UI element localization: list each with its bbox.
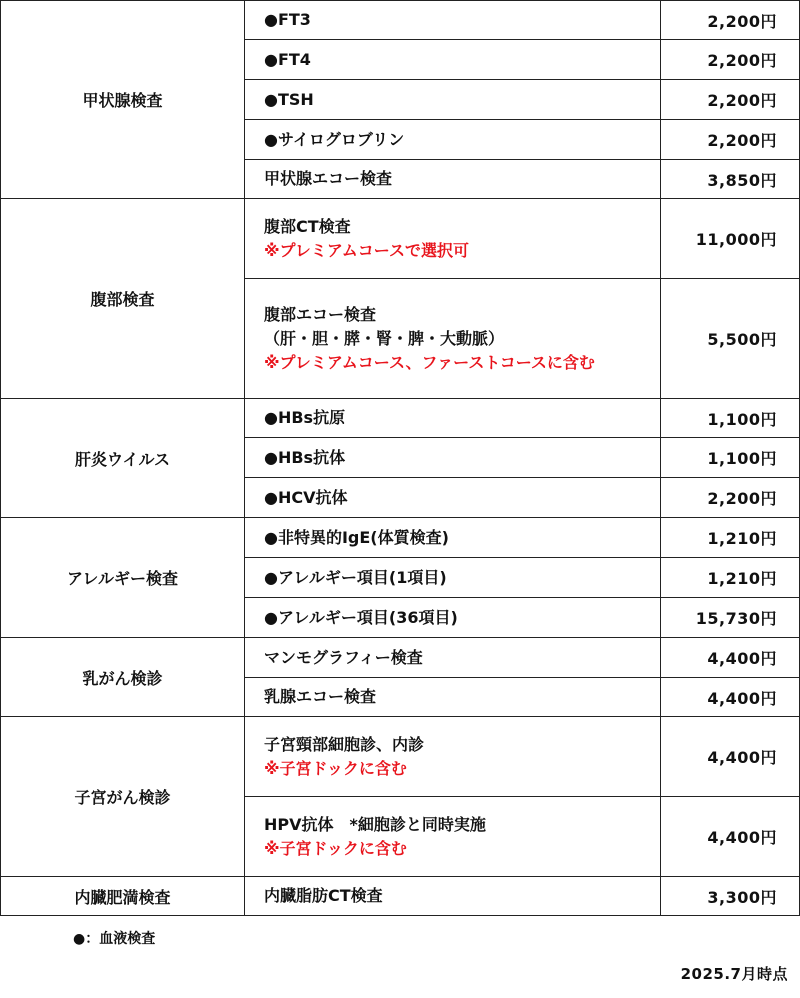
item-cell xyxy=(245,797,661,877)
item-price: 1,100円 xyxy=(661,438,800,478)
table-row xyxy=(1,638,800,678)
category-hepatitis: 肝炎ウイルス xyxy=(1,399,245,518)
item-name: 腹部エコー検査 xyxy=(264,304,377,324)
item-price: 2,200円 xyxy=(661,1,800,40)
table-row xyxy=(1,399,800,438)
item-note: ※子宮ドックに含む xyxy=(264,838,407,858)
item-name: ●アレルギー項目(1項目) xyxy=(245,558,661,598)
item-price: 4,400円 xyxy=(661,797,800,877)
item-name: ●サイログロブリン xyxy=(245,120,661,160)
item-price: 4,400円 xyxy=(661,678,800,717)
item-name: 子宮頸部細胞診、内診 xyxy=(264,734,425,754)
item-price: 1,210円 xyxy=(661,558,800,598)
item-name: HPV抗体 *細胞診と同時実施 xyxy=(264,814,486,834)
item-price: 5,500円 xyxy=(661,279,800,399)
item-note: ※子宮ドックに含む xyxy=(264,758,407,778)
table-row xyxy=(1,717,800,797)
item-note: ※プレミアムコースで選択可 xyxy=(264,240,469,260)
category-allergy: アレルギー検査 xyxy=(1,518,245,638)
item-name: 乳腺エコー検査 xyxy=(245,678,661,717)
table-row xyxy=(1,1,800,40)
item-price: 15,730円 xyxy=(661,598,800,638)
item-cell xyxy=(245,279,661,399)
item-note: ※プレミアムコース、ファーストコースに含む xyxy=(264,352,595,372)
item-price: 3,300円 xyxy=(661,877,800,916)
item-price: 2,200円 xyxy=(661,478,800,518)
item-name: ●HBs抗体 xyxy=(245,438,661,478)
table-row xyxy=(1,518,800,558)
item-name: ●アレルギー項目(36項目) xyxy=(245,598,661,638)
item-name: マンモグラフィー検査 xyxy=(245,638,661,678)
item-name: 甲状腺エコー検査 xyxy=(245,160,661,199)
item-price: 11,000円 xyxy=(661,199,800,279)
item-name: ●FT3 xyxy=(245,1,661,40)
item-price: 2,200円 xyxy=(661,80,800,120)
item-name: ●非特異的IgE(体質検査) xyxy=(245,518,661,558)
item-price: 1,100円 xyxy=(661,399,800,438)
item-price: 2,200円 xyxy=(661,120,800,160)
item-price: 1,210円 xyxy=(661,518,800,558)
table-row xyxy=(1,877,800,916)
category-visceral-fat: 内臓肥満検査 xyxy=(1,877,245,916)
legend-blood-test: ●：血液検査 xyxy=(73,931,156,947)
item-name: ●HBs抗原 xyxy=(245,399,661,438)
item-price: 3,850円 xyxy=(661,160,800,199)
item-name: ●TSH xyxy=(245,80,661,120)
item-sub: （肝・胆・膵・腎・脾・大動脈） xyxy=(264,328,505,348)
table-row xyxy=(1,199,800,279)
item-cell xyxy=(245,717,661,797)
category-abdomen: 腹部検査 xyxy=(1,199,245,399)
item-price: 2,200円 xyxy=(661,40,800,80)
category-breast-cancer: 乳がん検診 xyxy=(1,638,245,717)
item-price: 4,400円 xyxy=(661,717,800,797)
category-uterine-cancer: 子宮がん検診 xyxy=(1,717,245,877)
item-cell xyxy=(245,199,661,279)
item-name: ●FT4 xyxy=(245,40,661,80)
as-of-date: 2025.7月時点 xyxy=(680,965,788,983)
item-name: ●HCV抗体 xyxy=(245,478,661,518)
item-name: 内臓脂肪CT検査 xyxy=(245,877,661,916)
item-price: 4,400円 xyxy=(661,638,800,678)
item-name: 腹部CT検査 xyxy=(264,216,351,236)
category-thyroid: 甲状腺検査 xyxy=(1,1,245,199)
